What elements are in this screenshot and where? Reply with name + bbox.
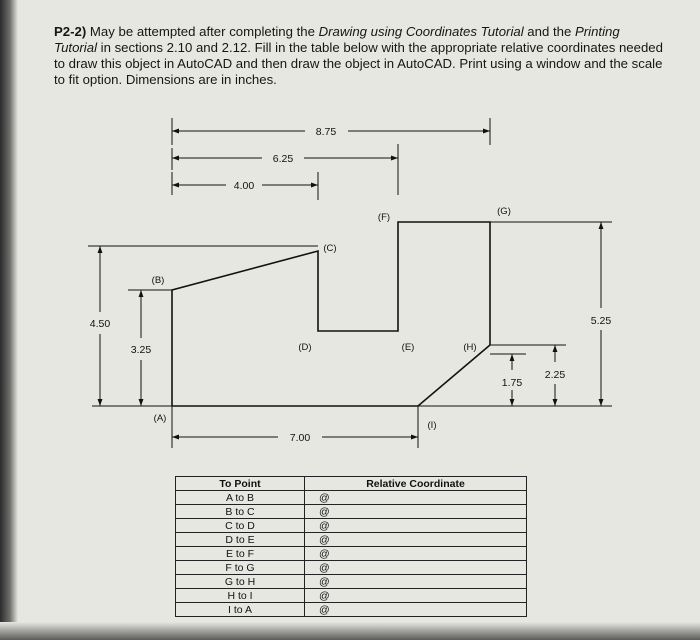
dim-525-label: 5.25: [590, 315, 612, 327]
to-point-cell: H to I: [176, 589, 305, 603]
dim-175-label: 1.75: [501, 377, 523, 389]
to-point-cell: D to E: [176, 533, 305, 547]
to-point-cell: F to G: [176, 561, 305, 575]
dim-450: [88, 246, 318, 406]
table-row: [176, 533, 527, 547]
coordinate-table: [175, 476, 527, 617]
problem-text-3: and the: [523, 24, 575, 39]
relative-coordinate-cell[interactable]: @: [305, 533, 527, 547]
header-relative-coordinate: Relative Coordinate: [305, 477, 527, 491]
table-row: [176, 603, 527, 617]
table-row: [176, 491, 527, 505]
table-row: [176, 519, 527, 533]
dim-625: [172, 144, 398, 195]
point-label-i: (I): [427, 420, 437, 431]
table-row: [176, 547, 527, 561]
relative-coordinate-cell[interactable]: @: [305, 561, 527, 575]
coordinate-table-wrapper: [175, 476, 527, 626]
header-to-point: To Point: [176, 477, 305, 491]
problem-text-4: Printing Tutorial: [54, 24, 620, 55]
point-label-h: (H): [463, 342, 477, 353]
dim-450-label: 4.50: [89, 318, 111, 330]
point-label-c: (C): [323, 243, 337, 254]
table-row: [176, 575, 527, 589]
relative-coordinate-cell[interactable]: @: [305, 505, 527, 519]
table-row: [176, 561, 527, 575]
to-point-cell: B to C: [176, 505, 305, 519]
relative-coordinate-cell[interactable]: @: [305, 547, 527, 561]
problem-text-2: Drawing using Coordinates Tutorial: [318, 24, 524, 39]
table-row: [176, 589, 527, 603]
relative-coordinate-cell[interactable]: @: [305, 603, 527, 617]
to-point-cell: E to F: [176, 547, 305, 561]
problem-text-5: in sections 2.10 and 2.12. Fill in the table below with the appropriate relative coordinates needed to draw this object in AutoCAD and then draw the object in AutoCAD. Print using a window and the scale to fit option. Dimensions are in inches.: [54, 40, 663, 87]
to-point-cell: A to B: [176, 491, 305, 505]
dim-225-label: 2.25: [544, 369, 566, 381]
problem-number: P2-2): [54, 24, 87, 39]
to-point-cell: G to H: [176, 575, 305, 589]
point-label-d: (D): [298, 342, 312, 353]
relative-coordinate-cell[interactable]: @: [305, 519, 527, 533]
problem-text-1: May be attempted after completing the: [89, 24, 319, 39]
to-point-cell: I to A: [176, 603, 305, 617]
point-label-b: (B): [151, 275, 165, 286]
point-label-g: (G): [497, 206, 511, 217]
dim-625-label: 6.25: [272, 153, 294, 165]
table-row: [176, 505, 527, 519]
relative-coordinate-cell[interactable]: @: [305, 491, 527, 505]
table-header-row: [176, 477, 527, 491]
dim-875-label: 8.75: [315, 126, 337, 138]
dim-325-label: 3.25: [130, 344, 152, 356]
to-point-cell: C to D: [176, 519, 305, 533]
point-label-a: (A): [153, 413, 167, 424]
relative-coordinate-cell[interactable]: @: [305, 575, 527, 589]
relative-coordinate-cell[interactable]: @: [305, 589, 527, 603]
point-label-f: (F): [377, 212, 391, 223]
dim-400-label: 4.00: [233, 180, 255, 192]
point-label-e: (E): [401, 342, 415, 353]
dim-700-label: 7.00: [289, 432, 311, 444]
